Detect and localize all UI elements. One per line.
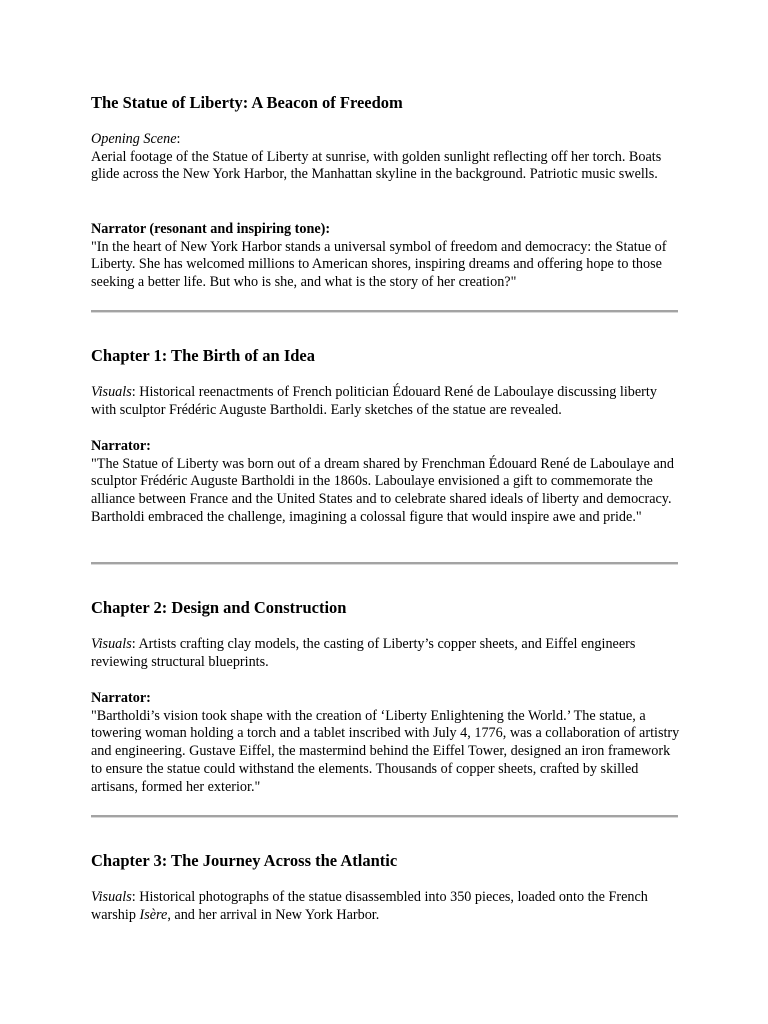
opening-scene-colon: : [176, 131, 181, 147]
chapter-3-visuals-text: : Historical photographs of the statue disassembled into 350 pieces, loaded onto the French warship [91, 889, 648, 923]
section-divider [91, 310, 678, 313]
chapter-2-narrator-label: Narrator: [91, 690, 151, 706]
section-divider [91, 815, 678, 818]
chapter-2-visuals-label: Visuals [91, 636, 132, 652]
chapter-1-visuals-label: Visuals [91, 384, 132, 400]
chapter-3-visuals-paragraph [91, 889, 681, 924]
chapter-3-visuals-text-end: , and her arrival in New York Harbor. [167, 906, 380, 923]
chapter-3-visuals-label: Visuals [91, 889, 132, 905]
chapter-1-heading: Chapter 1: The Birth of an Idea [91, 346, 315, 365]
chapter-1-narration-paragraph [91, 438, 681, 527]
document-title: The Statue of Liberty: A Beacon of Freedom [91, 93, 403, 112]
chapter-1-visuals-text: : Historical reenactments of French politician Édouard René de Laboulaye discussing liberty with sculptor Frédéric Auguste Bartholdi. Early sketches of the statue are revealed. [91, 384, 657, 418]
chapter-2-heading: Chapter 2: Design and Construction [91, 598, 347, 617]
chapter-1-narration-text: "The Statue of Liberty was born out of a dream shared by Frenchman Édouard René de Laboulaye and sculptor Frédéric Auguste Bartholdi in the 1860s. Laboulaye envisioned a gift to commemorate the alliance between France and the United States and to celebrate shared ideals of liberty and democracy. Bartholdi embraced the challenge, imagining a colossal figure that would inspire awe and pride." [91, 455, 674, 525]
chapter-2-narration-text: "Bartholdi’s vision took shape with the creation of ‘Liberty Enlightening the World.’ The statue, a towering woman holding a torch and a tablet inscribed with July 4, 1776, was a collaboration of artistry and engineering. Gustave Eiffel, the mastermind behind the Eiffel Tower, designed an iron framework to ensure the statue could withstand the elements. Thousands of copper sheets, crafted by skilled artisans, formed her exterior." [91, 707, 680, 795]
chapter-1-visuals-paragraph [91, 384, 681, 419]
chapter-2-narration-paragraph [91, 690, 681, 796]
opening-scene-paragraph [91, 131, 681, 184]
chapter-2-visuals-text: : Artists crafting clay models, the casting of Liberty’s copper sheets, and Eiffel engineers reviewing structural blueprints. [91, 636, 636, 670]
opening-narrator-label: Narrator (resonant and inspiring tone): [91, 221, 331, 237]
chapter-3-ship-name: Isère [139, 906, 168, 923]
chapter-1-narrator-label: Narrator: [91, 438, 151, 454]
chapter-3-heading: Chapter 3: The Journey Across the Atlantic [91, 851, 398, 870]
section-divider [91, 562, 678, 565]
opening-scene-description: Aerial footage of the Statue of Liberty at sunrise, with golden sunlight reflecting off her torch. Boats glide across the New York Harbor, the Manhattan skyline in the background. Patriotic music swells. [91, 148, 662, 183]
chapter-2-visuals-paragraph [91, 636, 681, 671]
opening-scene-label: Opening Scene [91, 131, 177, 147]
opening-narration-text: "In the heart of New York Harbor stands a universal symbol of freedom and democracy: the Statue of Liberty. She has welcomed millions to American shores, inspiring dreams and offering hope to those seeking a better life. But who is she, and what is the story of her creation?" [91, 238, 667, 291]
opening-narration-paragraph [91, 221, 681, 292]
